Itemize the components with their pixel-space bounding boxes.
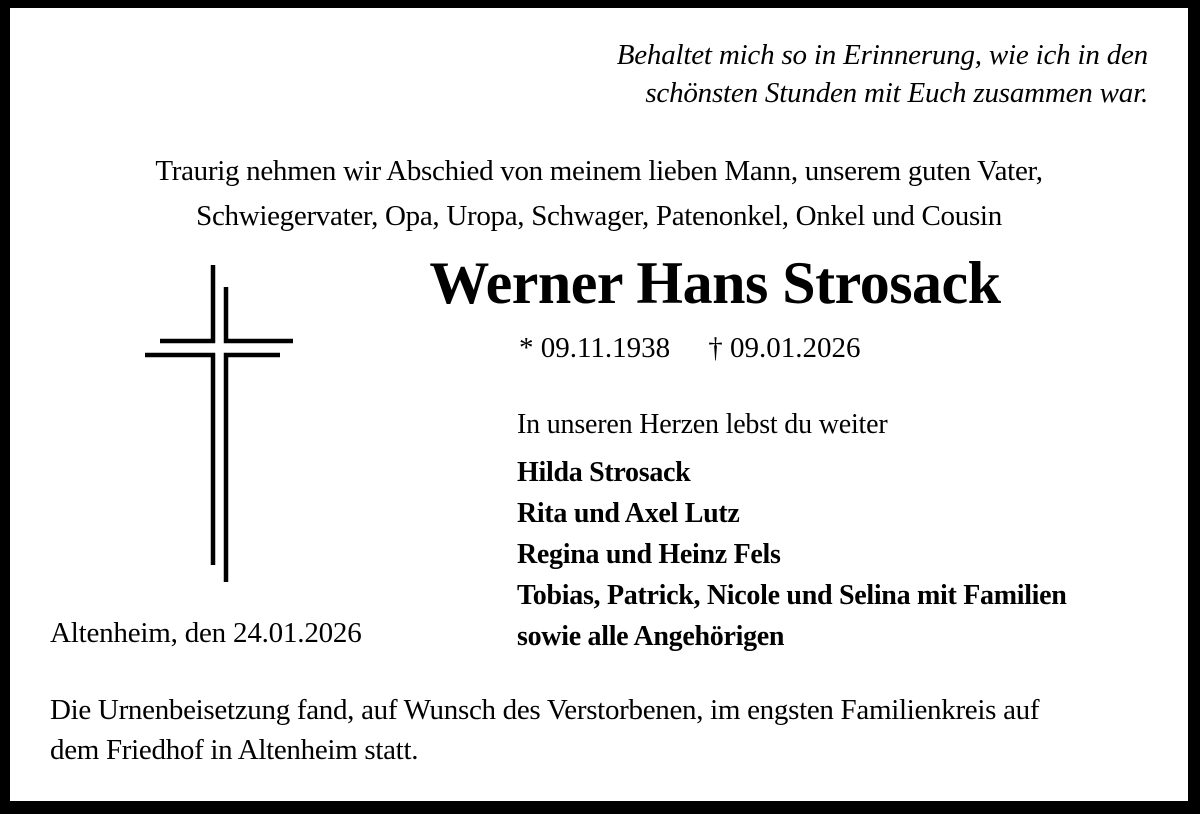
mourner-entry: sowie alle Angehörigen xyxy=(517,621,785,652)
tribute-line: In unseren Herzen lebst du weiter xyxy=(517,409,888,440)
intro-line-2: Schwiegervater, Opa, Uropa, Schwager, Patenonkel, Onkel und Cousin xyxy=(196,200,1002,232)
birth-date: * 09.11.1938 xyxy=(519,332,671,364)
epitaph-line-2: schönsten Stunden mit Euch zusammen war. xyxy=(645,77,1148,109)
closing-line-2: dem Friedhof in Altenheim statt. xyxy=(50,734,419,766)
epitaph xyxy=(617,36,1148,112)
closing-paragraph xyxy=(50,690,1039,770)
mourners-list xyxy=(517,452,1067,657)
mourner-entry: Regina und Heinz Fels xyxy=(517,539,781,570)
deceased-name: Werner Hans Strosack xyxy=(429,250,1001,316)
life-dates xyxy=(519,330,860,366)
epitaph-line-1: Behaltet mich so in Erinnerung, wie ich in den xyxy=(616,39,1148,71)
place-and-date: Altenheim, den 24.01.2026 xyxy=(50,617,362,649)
intro-line-1: Traurig nehmen wir Abschied von meinem lieben Mann, unserem guten Vater, xyxy=(155,155,1043,187)
mourner-entry: Rita und Axel Lutz xyxy=(517,498,740,529)
intro-text xyxy=(10,149,1188,239)
cross-icon-svg xyxy=(140,260,300,590)
mourner-entry: Tobias, Patrick, Nicole und Selina mit Familien xyxy=(517,580,1067,611)
mourner-entry: Hilda Strosack xyxy=(517,457,691,488)
closing-line-1: Die Urnenbeisetzung fand, auf Wunsch des Verstorbenen, im engsten Familienkreis auf xyxy=(50,694,1040,726)
death-date: † 09.01.2026 xyxy=(708,332,861,364)
memorial-cross-icon xyxy=(140,260,300,590)
